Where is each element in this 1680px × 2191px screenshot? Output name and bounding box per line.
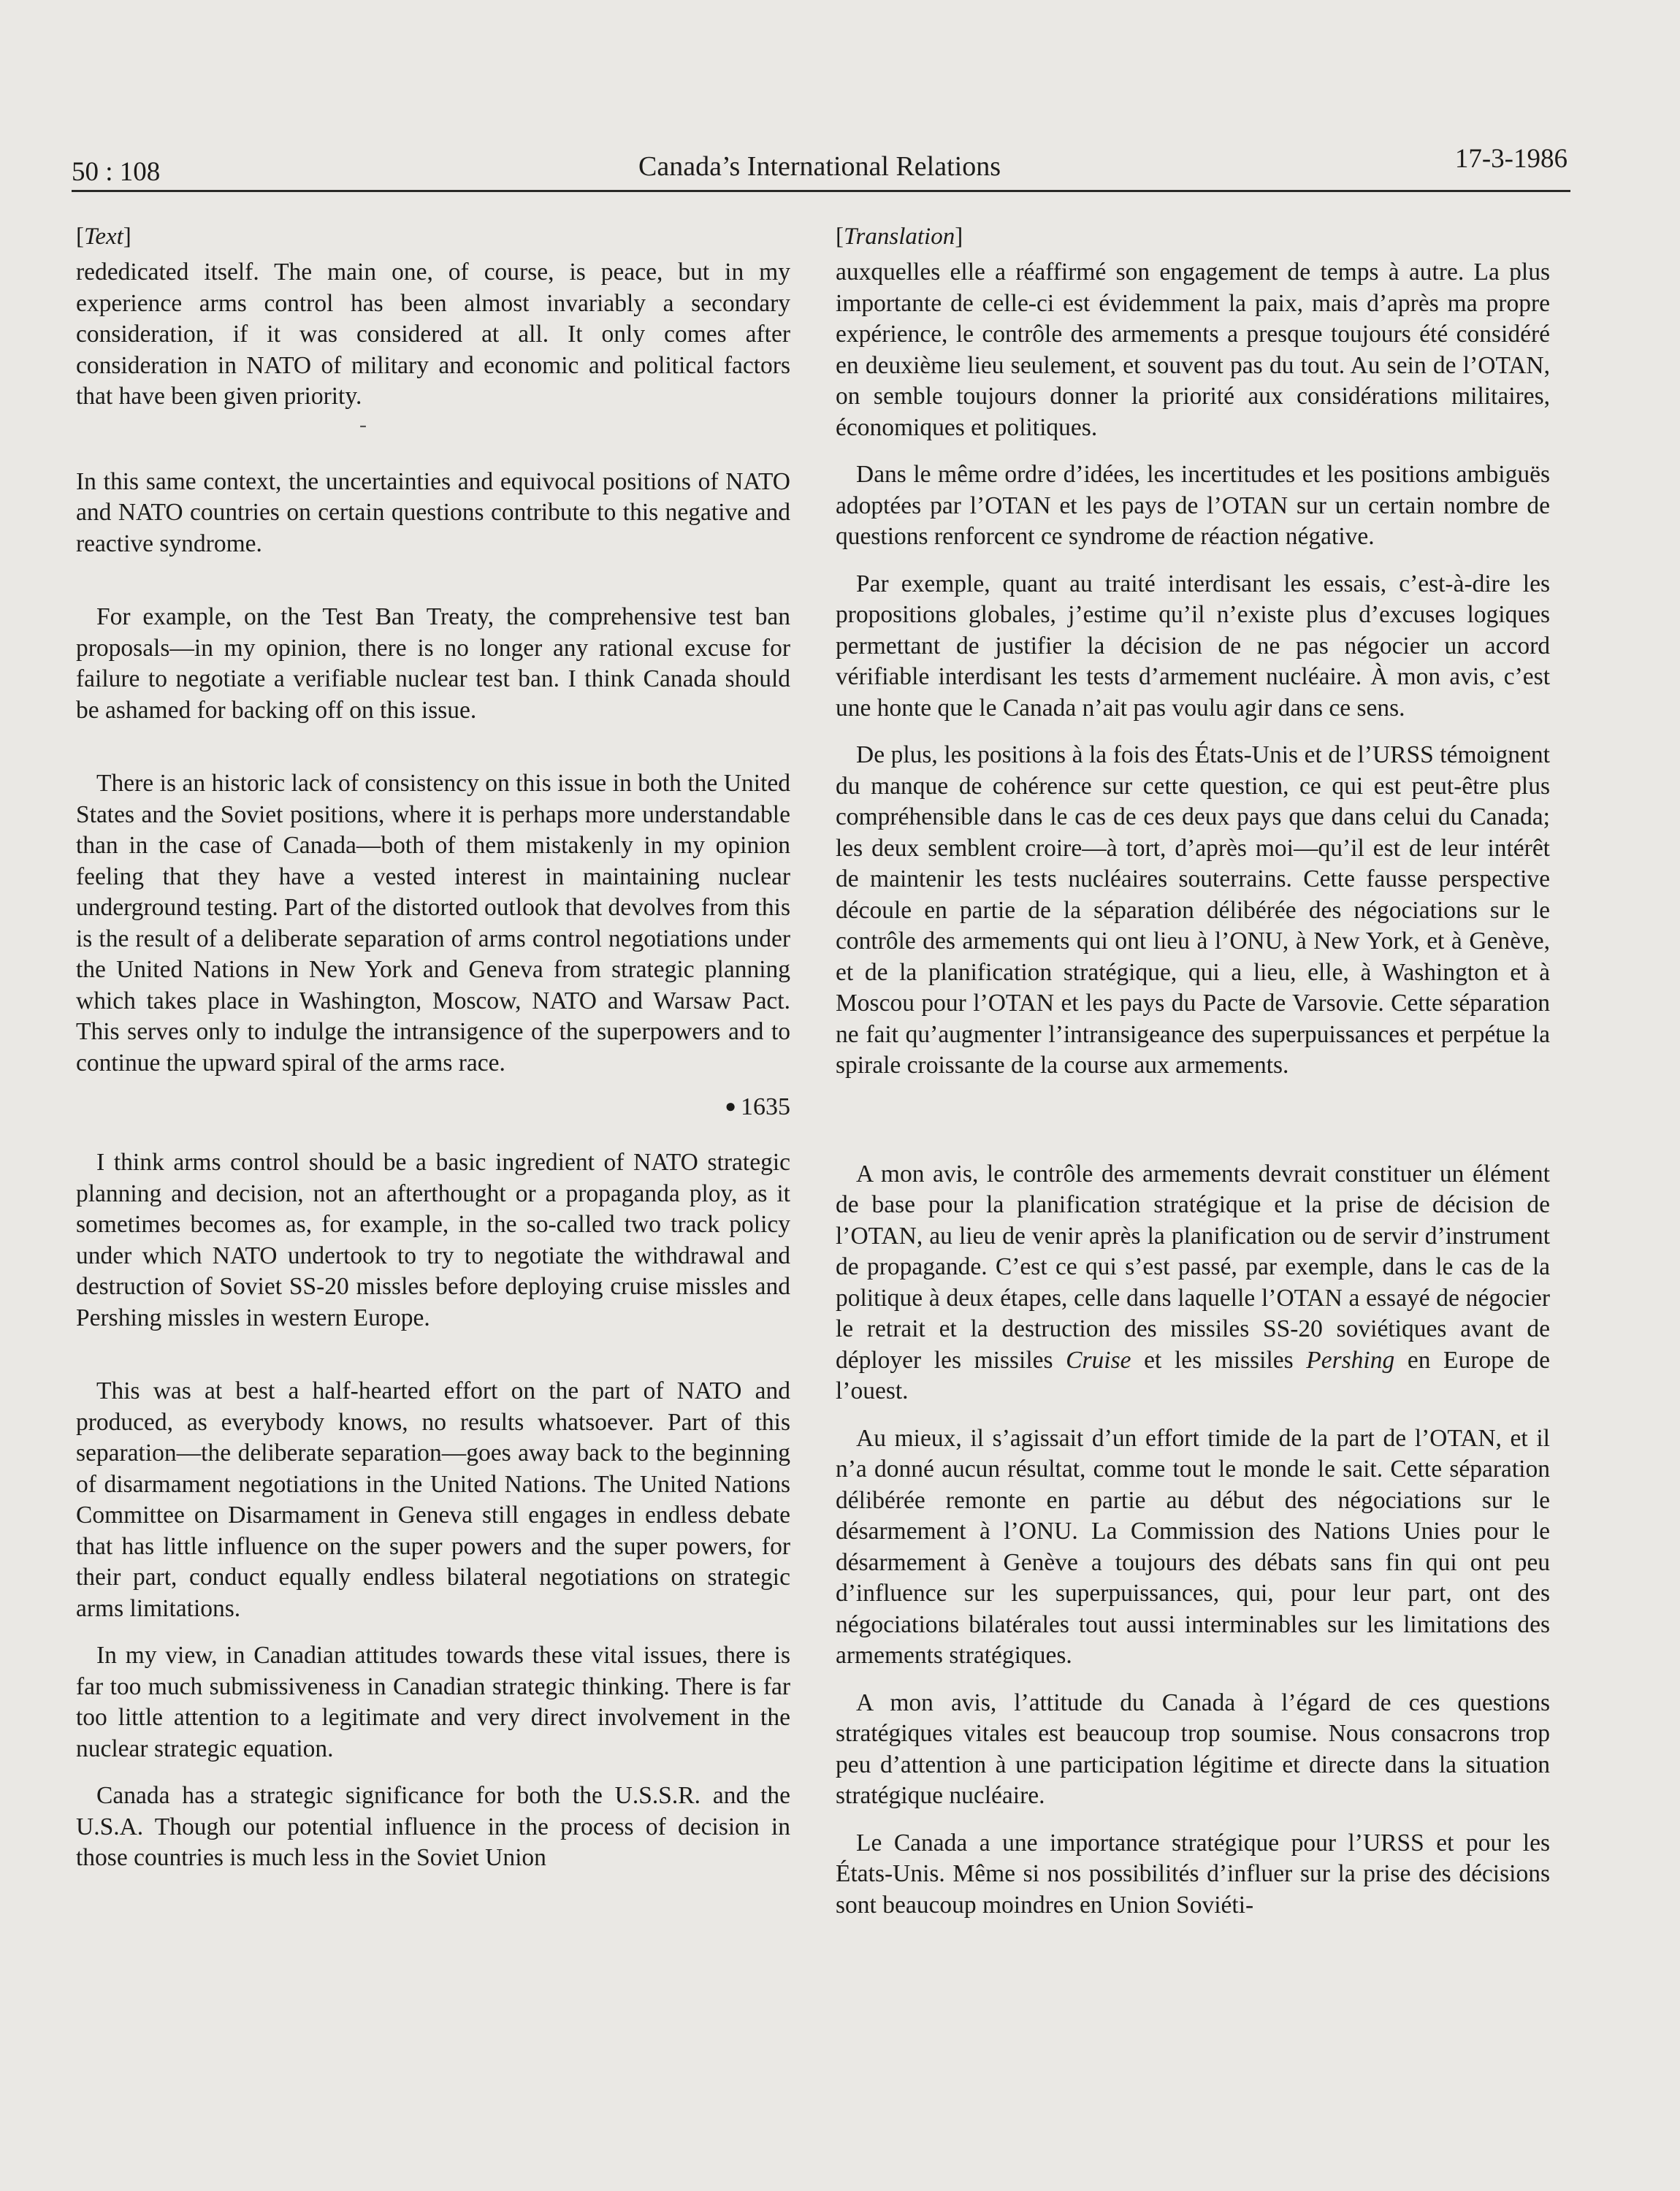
paragraph: I think arms control should be a basic ingredient of NATO strategic planning and decision, not an afterthought or a propaganda ploy, as it sometimes becomes as, for example, in the so-called two track policy under which NATO undertook to try to negotiate the withdrawal and destruction of Soviet SS-20 missles before deploying cruise missles and Pershing missles in western Europe.: [76, 1149, 790, 1331]
paragraph: This was at best a half-hearted effort on the part of NATO and produced, as everybody knows, no results whatsoever. Part of this separation—the deliberate separation—goes away back to the beginning of disarmament negotiations in the United Nations. The United Nations Committee on Disarmament in Geneva still engages in endless debate that has little influence on the super powers and the super powers, for their part, conduct equally endless bilateral negotiations on strategic arms limitations.: [76, 1377, 790, 1622]
paragraph: In my view, in Canadian attitudes towards these vital issues, there is far too much submissiveness in Canadian strategic thinking. There is far too little attention to a legitimate and very direct involvement in the nuclear strategic equation.: [76, 1642, 790, 1762]
paragraph: auxquelles elle a réaffirmé son engagement de temps à autre. La plus importante de celle-ci est évidemment la paix, mais d’après ma propre expérience, le contrôle des armements a presque toujours été considéré en deuxième lieu seulement, et souvent pas du tout. Au sein de l’OTAN, on semble toujours donner la priorité aux considérations militaires, économiques et politiques.: [836, 259, 1550, 441]
page-header: [72, 143, 1568, 194]
paragraph: Au mieux, il s’agissait d’un effort timide de la part de l’OTAN, et il n’a donné aucun résultat, comme tout le monde le sait. Cette séparation délibérée remonte en partie au début des négociations sur le désarmement à l’ONU. La Commission des Nations Unies pour le désarmement à Genève a toujours des débats sans fin qui ont peu d’influence sur les superpuissances, qui, pour leur part, ont des négociations bilatérales tout aussi interminables sur les limitations des armements stratégiques.: [836, 1424, 1550, 1669]
english-column: [76, 219, 790, 1874]
paragraph: rededicated itself. The main one, of course, is peace, but in my experience arms control has been almost invariably a secondary consideration, if it was considered at all. It only comes after consideration in NATO of military and economic and political factors that have been given priority.: [76, 259, 790, 410]
pershing-term: Pershing: [1306, 1346, 1395, 1374]
paragraph: De plus, les positions à la fois des États-Unis et de l’URSS témoignent du manque de cohérence sur cette question, ce qui est peut-être plus compréhensible dans le cas de ces deux pays que dans celui du Canada; les deux semblent croire—à tort, d’après moi—qu’il est de leur intérêt de maintenir les tests nucléaires souterrains. Cette fausse perspective découle en partie de la séparation délibérée des négociations sur le contrôle des armements qui ont lieu à l’ONU, à New York, et à Genève, et de la planification stratégique, qui a lieu, elle, à Washington et à Moscou pour l’OTAN et les pays du Pacte de Varsovie. Cette séparation ne fait qu’augmenter l’intransigeance des superpuissances et perpétue la spirale croissante de la course aux armements.: [836, 741, 1550, 1079]
paragraph: In this same context, the uncertainties and equivocal positions of NATO and NATO countries on certain questions contribute to this negative and reactive syndrome.: [76, 467, 790, 557]
paragraph: Par exemple, quant au traité interdisant les essais, c’est-à-dire les propositions globales, j’estime qu’il n’existe plus d’excuses logiques permettant de justifier la décision de ne pas négocier un accord vérifiable interdisant les tests d’armement nucléaire. À mon avis, c’est une honte que le Canada n’ait pas voulu agir dans ce sens.: [836, 570, 1550, 722]
page-date: 17-3-1986: [1454, 144, 1568, 174]
header-rule: [72, 190, 1570, 192]
cruise-term: Cruise: [1066, 1346, 1131, 1374]
page-number: 50 : 108: [72, 157, 161, 187]
paragraph: For example, on the Test Ban Treaty, the comprehensive test ban proposals—in my opinion, there is no longer any rational excuse for failure to negotiate a verifiable nuclear test ban. I think Canada should be ashamed for backing off on this issue.: [76, 603, 790, 724]
paragraph: Dans le même ordre d’idées, les incertitudes et les positions ambiguës adoptées par l’OTAN et les pays de l’OTAN sur un certain nombre de questions renforcent ce syndrome de réaction négative.: [836, 461, 1550, 550]
paragraph: A mon avis, le contrôle des armements devrait constituer un élément de base pour la planification stratégique et la prise de décision de l’OTAN, au lieu de venir après la planification ou de servir d’instrument de propagande. C’est ce qui s’est passé, par exemple, dans le cas de la politique à deux étapes, celle dans laquelle l’OTAN a essayé de négocier le retrait et la destruction des missiles SS-20 soviétiques avant de déployer les missiles Cruise et les missiles Pershing en Europe de l’ouest.: [836, 1160, 1550, 1404]
paragraph: A mon avis, l’attitude du Canada à l’égard de ces questions stratégiques vitales est beaucoup trop soumise. Nous consacrons trop peu d’attention à une participation légitime et directe dans la situation stratégique nucléaire.: [836, 1689, 1550, 1809]
time-marker: ● 1635: [725, 1093, 790, 1120]
paragraph: There is an historic lack of consistency on this issue in both the United States and the Soviet positions, where it is perhaps more understandable than in the case of Canada—both of them mistakenly in my opinion feeling that they have a vested interest in maintaining nuclear underground testing. Part of the distorted outlook that devolves from this is the result of a deliberate separation of arms control negotiations under the United Nations in New York and Geneva from strategic planning which takes place in Washington, Moscow, NATO and Warsaw Pact. This serves only to indulge the intransigence of the superpowers and to continue the upward spiral of the arms race.: [76, 770, 790, 1077]
running-title: Canada’s International Relations: [638, 151, 1001, 182]
french-column: [836, 219, 1550, 1921]
paragraph: Canada has a strategic significance for both the U.S.S.R. and the U.S.A. Though our potential influence in the process of decision in those countries is much less in the Soviet Union: [76, 1782, 790, 1871]
language-label: [Translation]: [836, 223, 963, 250]
paragraph: Le Canada a une importance stratégique pour l’URSS et pour les États-Unis. Même si nos possibilités d’influer sur la prise des décisions sont beaucoup moindres en Union Soviéti-: [836, 1829, 1550, 1919]
divider: -: [359, 412, 367, 437]
language-label: [Text]: [76, 223, 131, 250]
